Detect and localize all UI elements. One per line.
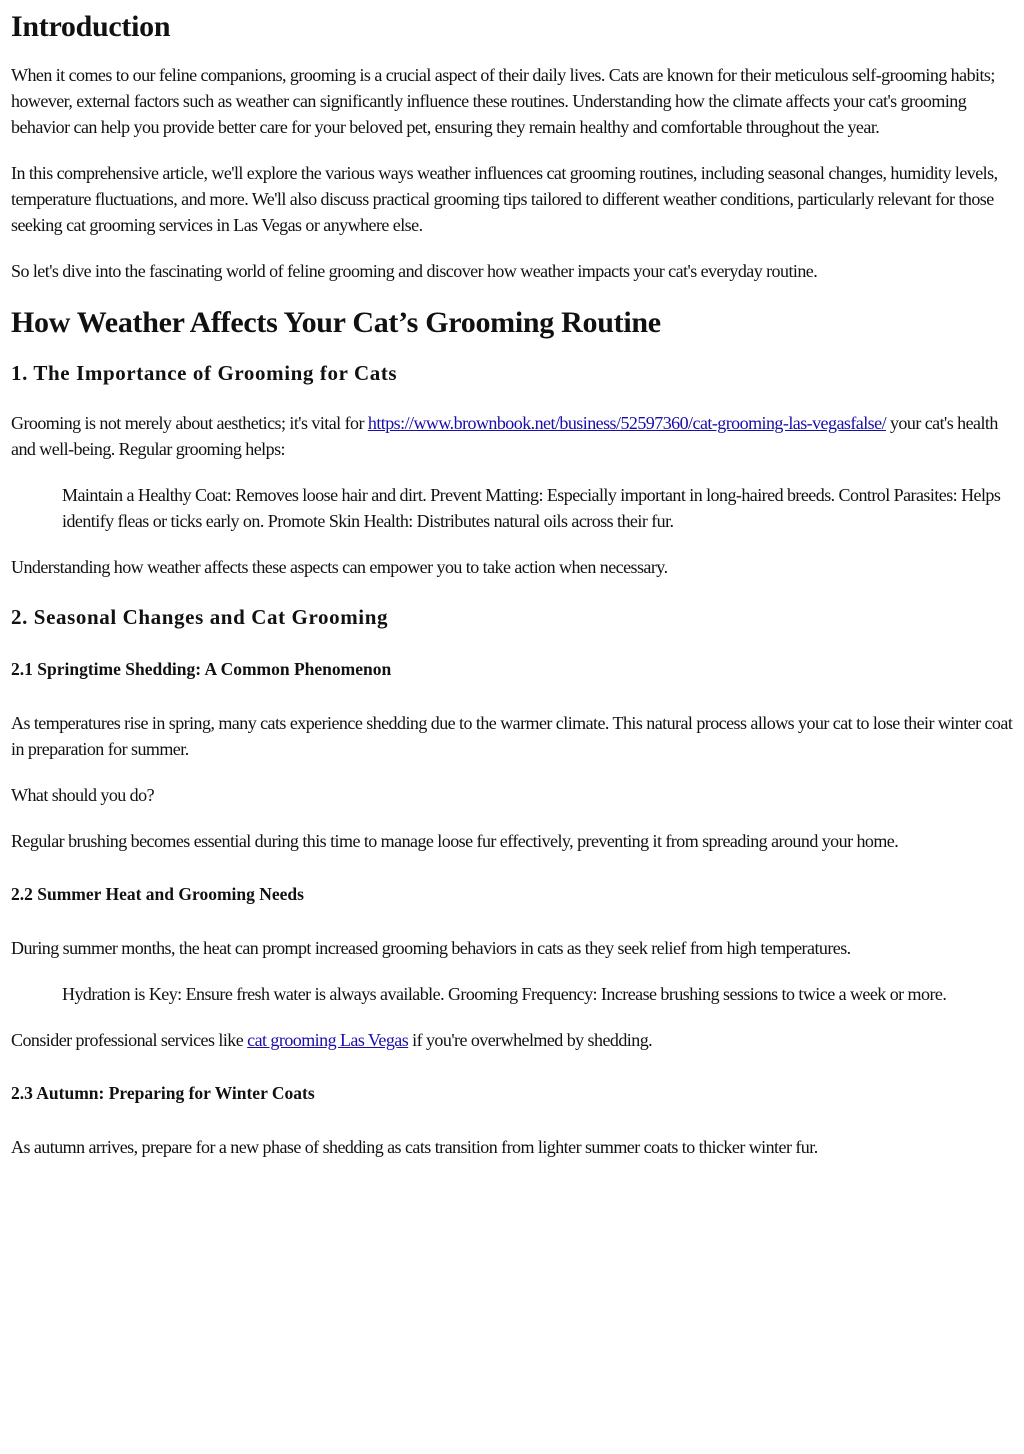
subsection-2-1-paragraph-1: As temperatures rise in spring, many cats experience shedding due to the warmer climate. This natural process allows your cat to lose their winter coat in preparation for summer. xyxy=(11,713,1013,759)
subsection-2-3-heading: 2.3 Autumn: Preparing for Winter Coats xyxy=(11,1083,315,1103)
subsection-2-2-text-after-link: if you're overwhelmed by shedding. xyxy=(408,1030,653,1050)
section-1-benefits-list: Maintain a Healthy Coat: Removes loose hair and dirt. Prevent Matting: Especially important in long-haired breeds. Control Parasites: Helps identify fleas or ticks early on. Promote Skin Health: Distributes natural oils across their fur. xyxy=(62,485,1001,531)
section-1-text-before-link: Grooming is not merely about aesthetics; it's vital for xyxy=(11,413,368,433)
subsection-2-3-paragraph-1: As autumn arrives, prepare for a new phase of shedding as cats transition from lighter summer coats to thicker winter fur. xyxy=(11,1137,818,1157)
document-page xyxy=(0,8,1024,1160)
intro-heading: Introduction xyxy=(11,10,171,43)
subsection-2-2-paragraph-1: During summer months, the heat can prompt increased grooming behaviors in cats as they seek relief from high temperatures. xyxy=(11,938,851,958)
subsection-2-1-heading: 2.1 Springtime Shedding: A Common Phenomenon xyxy=(11,659,392,679)
section-1-paragraph-1 xyxy=(11,410,1013,462)
brownbook-link[interactable]: https://www.brownbook.net/business/52597360/cat-grooming-las-vegasfalse/ xyxy=(367,413,887,433)
subsection-2-2-text-before-link: Consider professional services like xyxy=(11,1030,248,1050)
section-1-paragraph-2: Understanding how weather affects these aspects can empower you to take action when necessary. xyxy=(11,557,668,577)
section-1-text-after-link: your cat's health and well-being. Regular grooming helps: xyxy=(11,413,998,459)
subsection-2-2-paragraph-2 xyxy=(11,1027,1013,1053)
section-1-heading: 1. The Importance of Grooming for Cats xyxy=(11,361,398,385)
cat-grooming-las-vegas-link[interactable]: cat grooming Las Vegas xyxy=(247,1030,409,1050)
intro-paragraph-1: When it comes to our feline companions, grooming is a crucial aspect of their daily lives. Cats are known for their meticulous self-grooming habits; however, external factors such as weather can significantly influence these routines. Understanding how the climate affects your cat's grooming behavior can help you provide better care for your beloved pet, ensuring they remain healthy and comfortable throughout the year. xyxy=(11,65,995,137)
section-2-heading: 2. Seasonal Changes and Cat Grooming xyxy=(11,605,389,629)
subsection-2-2-heading: 2.2 Summer Heat and Grooming Needs xyxy=(11,884,304,904)
intro-paragraph-3: So let's dive into the fascinating world of feline grooming and discover how weather impacts your cat's everyday routine. xyxy=(11,261,818,281)
subsection-2-2-tips-list: Hydration is Key: Ensure fresh water is always available. Grooming Frequency: Increase brushing sessions to twice a week or more. xyxy=(62,984,947,1004)
subsection-2-1-paragraph-2: What should you do? xyxy=(11,785,155,805)
article-main-heading: How Weather Affects Your Cat’s Grooming Routine xyxy=(11,306,661,339)
subsection-2-1-paragraph-3: Regular brushing becomes essential during this time to manage loose fur effectively, preventing it from spreading around your home. xyxy=(11,831,899,851)
intro-paragraph-2: In this comprehensive article, we'll explore the various ways weather influences cat grooming routines, including seasonal changes, humidity levels, temperature fluctuations, and more. We'll also discuss practical grooming tips tailored to different weather conditions, particularly relevant for those seeking cat grooming services in Las Vegas or anywhere else. xyxy=(11,163,998,235)
